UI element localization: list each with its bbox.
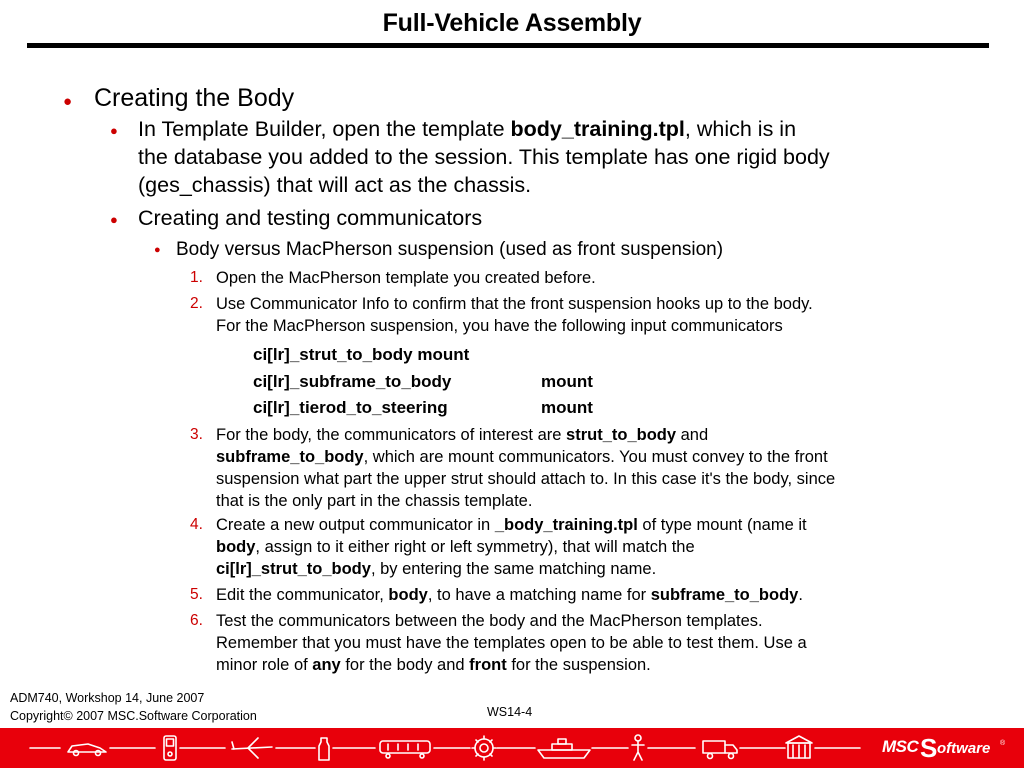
text-fragment: , which is in	[684, 117, 797, 141]
text-fragment: Create a new output communicator in	[216, 516, 495, 534]
text-fragment: Use Communicator Info to confirm that the front suspension hooks up to the body.	[216, 295, 813, 313]
bullet-level2b: ●	[110, 212, 118, 227]
step-number: 5.	[190, 586, 203, 603]
step-number: 2.	[190, 295, 203, 312]
step-3-text	[216, 424, 835, 512]
bullet-level3: ●	[154, 244, 161, 256]
text-fragment: For the MacPherson suspension, you have the following input communicators	[216, 317, 783, 335]
text-fragment-bold: front	[469, 656, 507, 674]
step-number: 1.	[190, 269, 203, 286]
step-1-text: Open the MacPherson template you created before.	[216, 269, 596, 287]
text-fragment-bold: any	[312, 656, 341, 674]
building-icon	[786, 736, 812, 758]
text-fragment: and	[676, 426, 709, 444]
heading-communicators: Creating and testing communicators	[138, 206, 483, 230]
step-5-text	[216, 584, 803, 606]
car-icon	[68, 744, 106, 756]
text-fragment: for the suspension.	[506, 656, 651, 674]
text-fragment-bold: _body_training.tpl	[494, 516, 638, 534]
copyright-symbol: ©	[63, 709, 73, 723]
phone-icon	[164, 736, 176, 760]
communicator-type: mount	[541, 372, 593, 391]
text-fragment: Remember that you must have the templates open to be able to test them. Use a	[216, 634, 807, 652]
airplane-icon	[232, 738, 272, 758]
step-number: 4.	[190, 516, 203, 533]
text-fragment: Edit the communicator,	[216, 586, 389, 604]
text-fragment-bold: ci[lr]_strut_to_body	[216, 560, 371, 578]
text-fragment: suspension what part the upper strut should attach to. In this case it's the body, since	[216, 470, 836, 488]
page-title: Full-Vehicle Assembly	[382, 9, 642, 37]
text-fragment: For the body, the communicators of interest are	[216, 426, 567, 444]
text-fragment: 2007 MSC.Software Corporation	[72, 709, 257, 723]
gear-icon	[472, 736, 496, 760]
text-fragment: , assign to it either right or left symmetry), that will match the	[255, 538, 695, 556]
text-fragment: that is the only part in the chassis template.	[216, 492, 533, 510]
text-fragment: minor role of	[216, 656, 313, 674]
text-fragment: the database you added to the session. This template has one rigid body	[138, 145, 830, 169]
text-fragment: , which are mount communicators. You must convey to the front	[363, 448, 828, 466]
msc-logo-software: oftware	[937, 740, 991, 757]
bullet-level1: ●	[63, 93, 73, 110]
person-icon	[632, 735, 644, 760]
footer-course: ADM740, Workshop 14, June 2007	[10, 691, 205, 705]
footer-copyright	[10, 708, 257, 725]
trademark-symbol: ®	[1000, 740, 1006, 747]
subheading-body-macpherson: Body versus MacPherson suspension (used as front suspension)	[176, 239, 724, 260]
paragraph-template-builder	[138, 115, 830, 199]
text-fragment: , by entering the same matching name.	[370, 560, 657, 578]
text-fragment-bold: body	[388, 586, 428, 604]
text-fragment: Copyright	[10, 709, 64, 723]
text-fragment-bold: body	[216, 538, 256, 556]
communicator-type: mount	[541, 398, 593, 417]
text-fragment: In Template Builder, open the template	[138, 117, 511, 141]
communicator-name: ci[lr]_subframe_to_body	[253, 372, 452, 391]
text-fragment-bold: strut_to_body	[566, 426, 677, 444]
bottle-icon	[319, 738, 329, 760]
text-fragment: Test the communicators between the body and the MacPherson templates.	[216, 612, 763, 630]
communicator-name: ci[lr]_strut_to_body mount	[253, 345, 470, 364]
text-fragment: .	[798, 586, 803, 604]
bullet-level2a: ●	[110, 123, 118, 138]
text-fragment: , to have a matching name for	[427, 586, 651, 604]
text-fragment: for the body and	[340, 656, 470, 674]
text-fragment: (ges_chassis) that will act as the chassis.	[138, 173, 532, 197]
industry-icons-strip	[0, 728, 880, 768]
truck-icon	[703, 741, 737, 759]
step-6-text	[216, 610, 807, 676]
step-number: 3.	[190, 426, 203, 443]
title-rule	[27, 43, 989, 48]
text-fragment-bold: subframe_to_body	[216, 448, 364, 466]
heading-creating-body: Creating the Body	[94, 84, 295, 112]
step-number: 6.	[190, 612, 203, 629]
page-number: WS14-4	[487, 705, 533, 719]
msc-logo-text: MSC	[882, 737, 919, 756]
ship-icon	[538, 739, 590, 758]
communicator-name: ci[lr]_tierod_to_steering	[253, 398, 448, 417]
train-icon	[380, 741, 430, 758]
step-2-text	[216, 293, 813, 337]
msc-logo-mark: S	[920, 733, 938, 763]
step-4-text	[216, 514, 807, 580]
text-fragment: of type mount (name it	[637, 516, 807, 534]
text-fragment-bold: body_training.tpl	[510, 117, 685, 141]
text-fragment-bold: subframe_to_body	[650, 586, 799, 604]
